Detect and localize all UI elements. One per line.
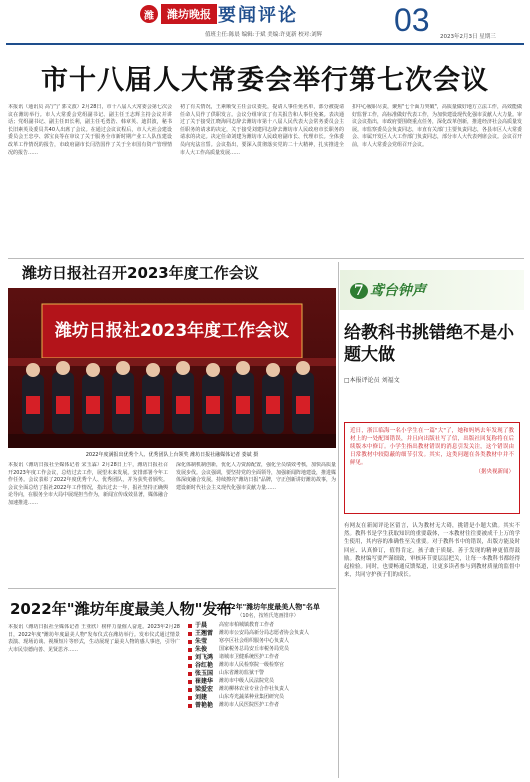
list-item: 崔建华 潍坊市中级人民法院党员: [188, 678, 338, 686]
red-square-icon: [188, 672, 192, 676]
commentary-author: □本报评论员 刘福文: [344, 377, 400, 384]
article2-title: 潍坊日报社召开2023年度工作会议: [22, 264, 259, 282]
list-item: 王翘雷 潍坊市公安局高新分局志愿者协会负责人: [188, 630, 338, 638]
red-square-icon: [188, 656, 192, 660]
article1-column-3: 扣中心履职尽责，聚焦"七个面力突破"，高质量做好地方立法工作，高效能做好监督工作，高标准做好代表工作，为加快建设现代化强市贡献人大力量。审议会议指出，市政府要围绕重点任务，深化改革创新，推进经济社会高质量发展。市监察委员会负责同志，市直有关部门主要负责同志，各县市区人大常委会、市属开发区人大工作部门负责同志，部分市人大代表列席会议。会议召开前，市人大常委会党组召开会议。: [352, 104, 522, 148]
article3-column-1: 本报讯（潍坊日报社全媒体记者 王亚欣）榜样力量催人奋进。2023年2月28日，2022年度"潍坊年度最美人物"发布仪式在潍坊举行。发布仪式通过情景表演、现场访谈、视频短片等形式，生动展现了最美人物的感人事迹，引导广大市民崇德向善、见贤思齐……: [8, 624, 180, 653]
commentary-header: [340, 270, 524, 310]
masthead: [0, 0, 530, 44]
red-square-icon: [188, 688, 192, 692]
divider-vertical: [338, 262, 339, 778]
masthead-rule: [6, 43, 524, 45]
red-square-icon: [188, 632, 192, 636]
main-headline: 市十八届人大常委会举行第七次会议: [41, 65, 489, 96]
red-square-icon: [188, 664, 192, 668]
logo-seal-icon: 潍: [140, 5, 158, 23]
article2-column-2: 深化体制机制创新，优化人力资源配置，强化全员绩效考核，加快高质量发展步伐。会议强调，要坚持党的全面领导，加强新闻阵地建设，推进媒体深度融合发展，持续擦亮"潍坊日报"品牌，守正创新讲好潍坊故事，为建设新时代社会主义现代化强市贡献力量……: [176, 462, 336, 491]
newspaper-name: 潍坊晚报: [161, 4, 217, 24]
list-item: 朱俊 国家税务总局安丘市税务局党员: [188, 646, 338, 654]
column-name: 鸢台钟声: [369, 283, 426, 299]
article3-title: 2022年"潍坊年度最美人物"发布: [10, 600, 233, 618]
red-square-icon: [188, 624, 192, 628]
list-item: 曾艳艳 潍坊市人民医院医护工作者: [188, 702, 338, 710]
list-item: 朱莹 寒亭区社会组织服务中心负责人: [188, 638, 338, 646]
commentary-title: 给教科书挑错绝不是小题大做: [344, 323, 514, 365]
editor-credits: 值班主任:陈晨 编辑:于斌 美编:许更新 校对:刘辉: [205, 32, 323, 38]
list-item: 于晨 高密市柏城镇教育工作者: [188, 622, 338, 630]
award-list: [188, 622, 338, 710]
page-number: 03: [394, 2, 430, 38]
award-table-subtitle: （10名，按姓氏笔画排序）: [237, 613, 299, 619]
news-summary-box: [344, 422, 520, 514]
article1-column-2: 初了有关情况，王素顺受主任会议委托，提请人事任免名单，部分被提请任命人员作了供职发言。会议分组审议了有关报告和人事任免案。表决通过了关于接受江晓海同志辞去潍坊市第十八届人民代表大会常务委员会主任职务的请求的决定，关于接受刘建同志辞去潍坊市人民政府市长职务的请求的决定。决定任命刘建为潍坊市人民政府副市长、代理市长。全体委员向宪法宣誓。会议指出，要深入贯彻落实党的二十大精神，扎实推进全市人大工作高质量发展……: [180, 104, 344, 156]
list-item: 谷红艳 潍坊市人民检察院一级检察官: [188, 662, 338, 670]
list-item: 刘飞鸿 诸城市卫健系统医护工作者: [188, 654, 338, 662]
award-table-title: 2022年"潍坊年度最美人物"名单: [216, 603, 320, 611]
list-item: 梁爱宏 潍坊柳林农业专业合作社负责人: [188, 686, 338, 694]
commentary-column: [340, 270, 524, 778]
list-item: 张玉国 山东省潍坊监狱干警: [188, 670, 338, 678]
article2-column-1: 本报讯（潍坊日报社全媒体记者 宋玉霖）2月28日上午，潍坊日报社召开2023年度工作会议，总结过去工作，展望未来发展。安排部署今年工作任务。会议表彰了2022年度优秀个人、优秀团队，并为获奖者颁奖。会议全面总结了报社2022年工作情况，指出过去一年，报社坚持正确舆论导向，在服务全市大局中展现担当作为，新闻宣传成效显著，媒体融合加速推进……: [8, 462, 168, 506]
meeting-photo-image: [8, 288, 336, 448]
column-number-badge: 7: [350, 283, 368, 299]
news-summary-text: 近日，浙江临海一名小学生在一篇"大"了，她和妈妈去年发现了教材上的一处配图错误，并且向出版社写了信，出版社回复称将在后续版本中修订。小学生指出教材错误的消息引发关注，这个错误由日常教材中较隐蔽的细节引发。其实，这类问题在各类教材中并不鲜见。: [350, 428, 514, 466]
list-item: 刘建 山东寿光蔬菜种业集团研究员: [188, 694, 338, 702]
red-square-icon: [188, 640, 192, 644]
newspaper-logo: [140, 4, 217, 24]
red-square-icon: [188, 704, 192, 708]
edition-date: 2023年2月3日 星期三: [440, 34, 496, 40]
photo-caption: 2022年度满报出优秀个人、优秀团队上台领奖 潍坊日报社融媒体记者 娄斌 摄: [85, 452, 259, 458]
red-square-icon: [188, 680, 192, 684]
red-square-icon: [188, 648, 192, 652]
divider-article2: [8, 588, 336, 589]
commentary-body: 有网友在新闻评论区留言，认为教材无大碍，挑错是小题大做。其实不然。教科书是学生获取知识的重要载体，一本教材往往要被成千上万的学生使用，其内容的准确性至关重要。对于教科书中的错误，出版方能及时回应、认真修订，值得肯定。孩子敢于质疑、善于发现的精神更值得鼓励。教材编写要严谨细致，审核环节要层层把关，让每一本教科书都经得起检验。同时，也要畅通反馈渠道，让更多读者参与到教材质量的监督中来，共同守护孩子们的成长。: [344, 523, 520, 579]
commentary-tag: [350, 280, 426, 300]
news-summary-source: （据央视新闻）: [475, 469, 514, 475]
divider-article1: [8, 258, 524, 259]
article1-column-1: 本报讯（通讯员 高宁宁 郭文波）2月28日，市十八届人大常委会第七次会议在潍坊举行。市人大常委会党组副书记、副主任王志辉主持会议并讲话；党组副书记、副主任田长利，副主任毛勇浩、韩章英、迪洪波，秘书长旧素英及委员共40人出席了会议。在通过会议议程后，市人大社会建设委员会王忠亭、郭宝良等在审议了关于服务全市新时期产业工人队伍建设改革工作情况的报告，市政府副市长闫浩国作了关于全市国有资产管理情况的报告……: [8, 104, 172, 156]
photo-banner-text: 潍坊日报社2023年度工作会议: [54, 321, 290, 341]
red-square-icon: [188, 696, 192, 700]
section-name: 要闻评论: [218, 5, 298, 26]
meeting-photo: [8, 288, 336, 448]
